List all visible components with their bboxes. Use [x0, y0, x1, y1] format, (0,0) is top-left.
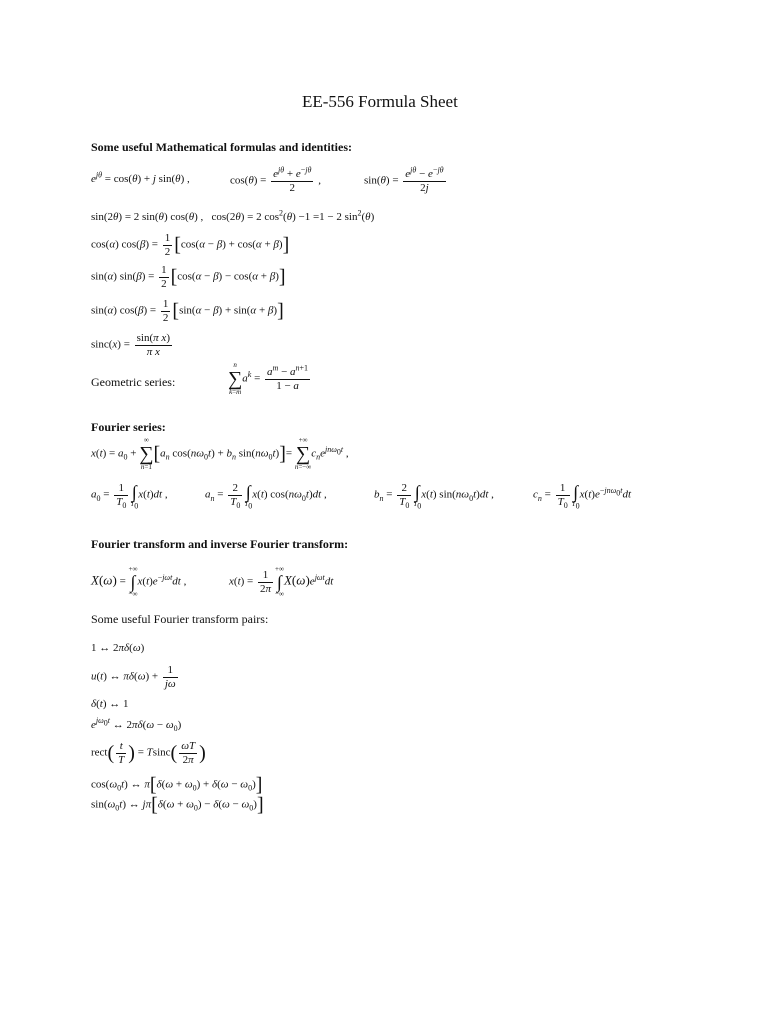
formula-cos-exp: cos(θ) = $\frac{e^{j\theta} + e^{-j\theta}}{2}$ ,	[230, 165, 321, 194]
formula-inverse-fourier-transform: x(t) = $\frac{1}{2\pi}$ +∞ ∫ −∞ $X(\omega)e^{j\omega t}dt$	[229, 565, 334, 598]
formula-a0: $a_0$ = $\frac{1}{T_0}$ ∫ $T_0$ x(t)dt ,	[91, 481, 168, 511]
formula-sin-cos: sin(α) cos(β) = $\frac{1}{2}$ [sin(α − β) + sin(α + β)]	[91, 298, 284, 324]
formula-cos-cos: cos(α) cos(β) = $\frac{1}{2}$ [cos(α − β) + cos(α + β)]	[91, 232, 290, 258]
formula-euler: $e^{j\theta} = \cos(\theta) + j$ sin(θ) ,	[91, 170, 190, 185]
formula-fourier-transform: X(ω) = +∞ ∫ −∞ $x(t)e^{-j\omega t}dt$ ,	[91, 565, 187, 598]
formula-cn: $c_n$ = $\frac{1}{T_0}$ ∫ $T_0$ $x(t)e^{-jn\omega_0t}dt$	[533, 481, 632, 511]
formula-fourier-series: $x(t) = a_0$ + ∞ ∑ n=1 [$a_n$ $\cos(n\omega_0t) + b_n$ $\sin(n\omega_0t)]=$ +∞ ∑ n=−∞ $c_ne^{jn\omega_0t}$ ,	[91, 436, 349, 471]
pair-complex-exponential: $e^{j\omega_0t}$ ↔ $2\pi\delta(\omega - \omega_0)$	[91, 716, 182, 734]
pair-sine: $\sin(\omega_0t)$ ↔ $j\pi[\delta(\omega + \omega_0) - \delta(\omega - \omega_0)]$	[91, 794, 264, 816]
formula-bn: $b_n$ = $\frac{2}{T_0}$ ∫ $T_0$ x(t) $\sin(n\omega_0t)dt$ ,	[374, 481, 494, 511]
formula-geometric-series: n ∑ k=m $a^k$ = $\frac{a^m - a^{n+1}}{1 - a}$	[228, 361, 309, 396]
geometric-series-label: Geometric series:	[91, 375, 176, 389]
section-heading-math: Some useful Mathematical formulas and identities:	[91, 140, 352, 154]
pair-impulse: δ(t) ↔ 1	[91, 698, 129, 710]
section-heading-fourier-transform: Fourier transform and inverse Fourier transform:	[91, 537, 349, 551]
formula-sin-sin: sin(α) sin(β) = $\frac{1}{2}$ [cos(α − β) − cos(α + β)]	[91, 264, 286, 290]
pair-constant: 1 ↔ 2πδ(ω)	[91, 642, 145, 654]
transform-pairs-label: Some useful Fourier transform pairs:	[91, 612, 269, 626]
formula-sin-exp: sin(θ) = $\frac{e^{j\theta} - e^{-j\theta}}{2j}$	[364, 165, 444, 194]
formula-an: $a_n$ = $\frac{2}{T_0}$ ∫ $T_0$ x(t) $\cos(n\omega_0t)dt$ ,	[205, 481, 327, 511]
formula-double-angle: sin(2θ) = 2 sin(θ) cos(θ) , cos(2θ) = 2 $\cos^2(\theta) -1 =1 - 2$ $\sin^2(\theta)$	[91, 208, 375, 223]
pair-cosine: $\cos(\omega_0t)$ ↔ $\pi[\delta(\omega + \omega_0) + \delta(\omega - \omega_0)]$	[91, 774, 263, 796]
pair-step: u(t) ↔ πδ(ω) + $\frac{1}{j\omega}$	[91, 664, 176, 690]
section-heading-fourier-series: Fourier series:	[91, 420, 166, 434]
pair-rect: rect( $\frac{t}{T}$ ) = Tsinc( $\frac{\omega T}{2\pi}$ )	[91, 740, 206, 766]
page-title: EE-556 Formula Sheet	[302, 92, 458, 111]
formula-sinc: sinc(x) = $\frac{\text{sin(π x)}}{\text{π x}}$	[91, 332, 170, 358]
